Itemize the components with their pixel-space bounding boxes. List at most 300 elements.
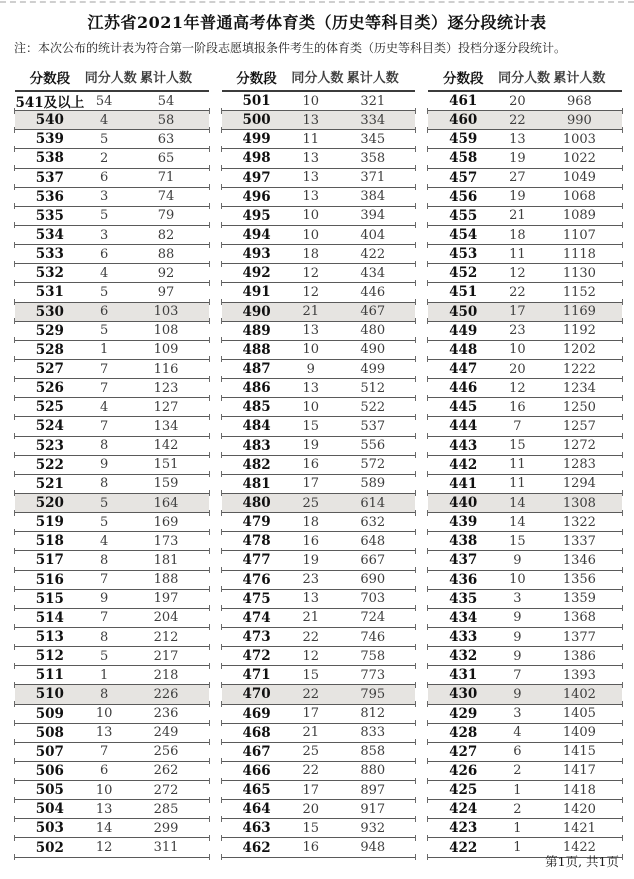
- score-cell: 508: [35, 724, 64, 741]
- cumulative-cell: 1417: [562, 763, 596, 779]
- same-count-cell: 20: [302, 801, 320, 817]
- table-row: [428, 532, 622, 551]
- cumulative-cell: 164: [153, 495, 179, 511]
- same-count-cell: 27: [509, 170, 526, 186]
- col-header-cumulative: 累计人数: [140, 71, 193, 86]
- score-cell: 514: [35, 609, 64, 626]
- cumulative-cell: 63: [157, 131, 175, 147]
- cumulative-cell: 212: [153, 629, 179, 645]
- same-count-cell: 3: [99, 227, 109, 243]
- table-row: [15, 628, 209, 647]
- score-cell: 426: [449, 762, 478, 779]
- cumulative-cell: 1022: [562, 150, 596, 166]
- table-row: [428, 303, 622, 322]
- score-cell: 484: [242, 418, 271, 435]
- score-cell: 435: [449, 590, 478, 607]
- table-row: [15, 494, 209, 513]
- cumulative-cell: 897: [360, 782, 386, 798]
- score-cell: 534: [35, 227, 64, 244]
- score-cell: 444: [449, 418, 478, 435]
- table-row: [222, 705, 416, 724]
- score-cell: 491: [242, 284, 271, 301]
- cumulative-cell: 880: [360, 763, 386, 779]
- cumulative-cell: 204: [153, 610, 179, 626]
- table-row: [222, 666, 416, 685]
- cumulative-cell: 1409: [562, 725, 596, 741]
- same-count-cell: 2: [513, 801, 522, 817]
- score-cell: 443: [449, 437, 478, 454]
- table-row: [428, 571, 622, 590]
- same-count-cell: 15: [509, 438, 526, 454]
- table-row: [15, 379, 209, 398]
- table-row: [222, 685, 416, 704]
- score-cell: 485: [242, 399, 271, 416]
- same-count-cell: 18: [302, 246, 320, 262]
- table-row: [428, 781, 622, 800]
- table-row: [222, 838, 416, 857]
- score-cell: 495: [242, 207, 271, 224]
- table-row: [15, 322, 209, 341]
- same-count-cell: 25: [302, 744, 320, 760]
- cumulative-cell: 127: [153, 399, 179, 415]
- cumulative-cell: 97: [157, 284, 175, 300]
- table-row: [222, 800, 416, 819]
- table-row: [222, 264, 416, 283]
- cumulative-cell: 858: [360, 744, 386, 760]
- cumulative-cell: 1402: [562, 686, 596, 702]
- table-row: [15, 417, 209, 436]
- same-count-cell: 21: [302, 725, 320, 741]
- score-table-2: [222, 63, 416, 858]
- table-row: [428, 494, 622, 513]
- cumulative-cell: 632: [360, 514, 386, 530]
- cumulative-cell: 1130: [562, 265, 596, 281]
- table-row: [15, 513, 209, 532]
- col-header-score: 分数段: [29, 70, 71, 87]
- table-row: [428, 800, 622, 819]
- table-row: [222, 609, 416, 628]
- cumulative-cell: 116: [153, 361, 179, 377]
- cumulative-cell: 371: [360, 170, 386, 186]
- table-row: [428, 437, 622, 456]
- table-row: [428, 666, 622, 685]
- table-row: [15, 532, 209, 551]
- table-row: [428, 379, 622, 398]
- cumulative-cell: 218: [153, 667, 179, 683]
- cumulative-cell: 1418: [562, 782, 596, 798]
- cumulative-cell: 88: [157, 246, 175, 262]
- same-count-cell: 3: [513, 706, 522, 722]
- score-cell: 486: [242, 380, 271, 397]
- score-cell: 520: [35, 495, 64, 512]
- cumulative-cell: 151: [153, 457, 179, 473]
- table-row: [15, 207, 209, 226]
- cumulative-cell: 1272: [562, 438, 596, 454]
- same-count-cell: 8: [99, 629, 109, 645]
- same-count-cell: 7: [99, 610, 109, 626]
- cumulative-cell: 226: [153, 686, 179, 702]
- score-cell: 475: [242, 590, 271, 607]
- score-cell: 499: [242, 131, 271, 148]
- score-cell: 438: [449, 533, 478, 550]
- score-cell: 482: [242, 456, 271, 473]
- table-row: [15, 838, 209, 857]
- score-cell: 500: [242, 112, 271, 129]
- table-row: [428, 322, 622, 341]
- table-row: [222, 283, 416, 302]
- same-count-cell: 21: [509, 208, 526, 224]
- same-count-cell: 4: [99, 399, 109, 415]
- same-count-cell: 19: [302, 438, 320, 454]
- table-row: [15, 437, 209, 456]
- score-cell: 529: [35, 322, 64, 339]
- score-cell: 461: [449, 93, 478, 110]
- cumulative-cell: 1422: [562, 840, 596, 856]
- table-row: [222, 303, 416, 322]
- table-row: [428, 341, 622, 360]
- cumulative-cell: 1107: [562, 227, 596, 243]
- cumulative-cell: 173: [153, 533, 179, 549]
- table-row: [222, 475, 416, 494]
- cumulative-cell: 589: [360, 476, 386, 492]
- score-cell: 497: [242, 169, 271, 186]
- score-cell: 423: [449, 820, 478, 837]
- table-row: [222, 360, 416, 379]
- cumulative-cell: 54: [157, 93, 175, 109]
- table-row: [15, 685, 209, 704]
- table-row: [15, 819, 209, 838]
- score-cell: 512: [35, 648, 64, 665]
- table-header: [15, 63, 209, 92]
- score-cell: 453: [449, 246, 478, 263]
- score-cell: 504: [35, 801, 64, 818]
- same-count-cell: 10: [302, 342, 320, 358]
- cumulative-cell: 82: [157, 227, 175, 243]
- same-count-cell: 21: [302, 304, 320, 320]
- score-cell: 457: [449, 169, 478, 186]
- table-row: [15, 743, 209, 762]
- table-row: [222, 724, 416, 743]
- same-count-cell: 23: [302, 572, 320, 588]
- score-cell: 428: [449, 724, 478, 741]
- score-cell: 456: [449, 188, 478, 205]
- table-row: [428, 513, 622, 532]
- same-count-cell: 13: [302, 591, 320, 607]
- same-count-cell: 13: [302, 380, 320, 396]
- table-row: [222, 571, 416, 590]
- cumulative-cell: 334: [360, 112, 386, 128]
- score-cell: 424: [449, 801, 478, 818]
- score-cell: 532: [35, 265, 64, 282]
- cumulative-cell: 948: [360, 840, 386, 856]
- score-cell: 537: [35, 169, 64, 186]
- same-count-cell: 12: [302, 265, 320, 281]
- cumulative-cell: 1283: [562, 457, 596, 473]
- score-cell: 525: [35, 399, 64, 416]
- table-row: [222, 456, 416, 475]
- score-cell: 437: [449, 552, 478, 569]
- score-cell: 516: [35, 571, 64, 588]
- same-count-cell: 23: [509, 323, 526, 339]
- cumulative-cell: 467: [360, 304, 386, 320]
- cumulative-cell: 188: [153, 572, 179, 588]
- same-count-cell: 3: [99, 189, 109, 205]
- same-count-cell: 1: [513, 782, 522, 798]
- table-row: [222, 437, 416, 456]
- same-count-cell: 4: [99, 533, 109, 549]
- same-count-cell: 6: [513, 744, 522, 760]
- table-row: [428, 762, 622, 781]
- table-row: [222, 762, 416, 781]
- same-count-cell: 13: [95, 725, 113, 741]
- cumulative-cell: 724: [360, 610, 386, 626]
- table-row: [428, 724, 622, 743]
- same-count-cell: 11: [302, 131, 320, 147]
- table-row: [428, 647, 622, 666]
- cumulative-cell: 556: [360, 438, 386, 454]
- table-row: [428, 590, 622, 609]
- same-count-cell: 10: [509, 572, 526, 588]
- same-count-cell: 12: [509, 380, 526, 396]
- same-count-cell: 6: [99, 763, 109, 779]
- table-row: [428, 819, 622, 838]
- cumulative-cell: 159: [153, 476, 179, 492]
- same-count-cell: 13: [95, 801, 113, 817]
- same-count-cell: 10: [95, 782, 113, 798]
- table-row: [428, 226, 622, 245]
- table-row: [15, 360, 209, 379]
- score-cell: 455: [449, 207, 478, 224]
- same-count-cell: 13: [302, 112, 320, 128]
- score-cell: 458: [449, 150, 478, 167]
- cumulative-cell: 142: [153, 438, 179, 454]
- table-row: [222, 322, 416, 341]
- table-row: [428, 551, 622, 570]
- same-count-cell: 10: [95, 706, 113, 722]
- score-cell: 535: [35, 207, 64, 224]
- cumulative-cell: 74: [157, 189, 175, 205]
- table-row: [15, 800, 209, 819]
- score-cell: 432: [449, 648, 478, 665]
- same-count-cell: 7: [99, 361, 109, 377]
- table-row: [222, 417, 416, 436]
- same-count-cell: 20: [509, 93, 526, 109]
- table-row: [222, 245, 416, 264]
- score-table-1: [15, 63, 209, 858]
- same-count-cell: 22: [302, 763, 320, 779]
- score-cell: 445: [449, 399, 478, 416]
- score-cell: 477: [242, 552, 271, 569]
- score-cell: 528: [35, 341, 64, 358]
- score-cell: 490: [242, 303, 271, 320]
- same-count-cell: 11: [509, 246, 526, 262]
- table-row: [428, 628, 622, 647]
- table-row: [222, 781, 416, 800]
- col-header-score: 分数段: [442, 70, 484, 87]
- score-cell: 441: [449, 475, 478, 492]
- same-count-cell: 4: [99, 112, 109, 128]
- same-count-cell: 13: [302, 170, 320, 186]
- score-cell: 541及以上: [15, 95, 85, 112]
- same-count-cell: 9: [99, 591, 109, 607]
- score-cell: 460: [449, 112, 478, 129]
- cumulative-cell: 703: [360, 591, 386, 607]
- cumulative-cell: 917: [360, 801, 386, 817]
- score-cell: 440: [449, 495, 478, 512]
- score-cell: 513: [35, 629, 64, 645]
- same-count-cell: 9: [513, 610, 522, 626]
- score-cell: 459: [449, 131, 478, 148]
- same-count-cell: 9: [513, 686, 522, 702]
- score-cell: 511: [35, 667, 64, 684]
- score-cell: 422: [449, 839, 478, 856]
- score-cell: 468: [242, 724, 271, 741]
- same-count-cell: 3: [513, 591, 522, 607]
- score-cell: 494: [242, 227, 271, 244]
- same-count-cell: 7: [513, 667, 522, 683]
- score-cell: 533: [35, 246, 64, 263]
- table-row: [428, 417, 622, 436]
- same-count-cell: 2: [513, 763, 522, 779]
- table-row: [222, 819, 416, 838]
- score-cell: 448: [449, 341, 478, 358]
- cumulative-cell: 311: [153, 840, 179, 856]
- cumulative-cell: 746: [360, 629, 386, 645]
- col-header-same-count: 同分人数: [84, 71, 137, 86]
- table-row: [15, 590, 209, 609]
- table-body: [15, 92, 209, 858]
- cumulative-cell: 968: [566, 93, 592, 109]
- score-cell: 506: [35, 762, 64, 779]
- cumulative-cell: 109: [153, 342, 179, 358]
- same-count-cell: 7: [99, 572, 109, 588]
- same-count-cell: 22: [302, 629, 320, 645]
- same-count-cell: 8: [99, 438, 109, 454]
- cumulative-cell: 1386: [562, 648, 596, 664]
- cumulative-cell: 321: [360, 93, 386, 109]
- score-cell: 469: [242, 705, 271, 722]
- score-cell: 517: [35, 552, 64, 569]
- same-count-cell: 1: [99, 342, 109, 358]
- same-count-cell: 19: [302, 552, 320, 568]
- score-table-3: [428, 63, 622, 858]
- score-cell: 505: [35, 782, 64, 799]
- table-row: [15, 245, 209, 264]
- same-count-cell: 19: [509, 150, 526, 166]
- cumulative-cell: 103: [153, 304, 179, 320]
- table-row: [15, 571, 209, 590]
- table-row: [15, 111, 209, 130]
- same-count-cell: 13: [302, 323, 320, 339]
- cumulative-cell: 384: [360, 189, 386, 205]
- table-body: [222, 92, 416, 858]
- cumulative-cell: 169: [153, 514, 179, 530]
- same-count-cell: 15: [302, 820, 320, 836]
- cumulative-cell: 1169: [562, 304, 596, 320]
- cumulative-cell: 1118: [562, 246, 596, 262]
- cumulative-cell: 1405: [562, 706, 596, 722]
- tables-container: [15, 63, 622, 858]
- table-row: [15, 149, 209, 168]
- same-count-cell: 19: [509, 189, 526, 205]
- score-cell: 470: [242, 686, 271, 703]
- table-row: [15, 188, 209, 207]
- table-row: [428, 264, 622, 283]
- cumulative-cell: 572: [360, 457, 386, 473]
- score-cell: 498: [242, 150, 271, 167]
- same-count-cell: 6: [99, 246, 109, 262]
- score-cell: 492: [242, 265, 271, 282]
- cumulative-cell: 256: [153, 744, 179, 760]
- table-row: [15, 456, 209, 475]
- table-row: [15, 666, 209, 685]
- same-count-cell: 15: [302, 667, 320, 683]
- table-row: [428, 149, 622, 168]
- cumulative-cell: 1377: [562, 629, 596, 645]
- score-cell: 487: [242, 361, 271, 378]
- same-count-cell: 12: [95, 840, 113, 856]
- table-row: [15, 551, 209, 570]
- table-row: [428, 398, 622, 417]
- score-cell: 488: [242, 341, 271, 358]
- same-count-cell: 11: [509, 476, 526, 492]
- same-count-cell: 22: [302, 686, 320, 702]
- score-cell: 429: [449, 705, 478, 722]
- table-row: [222, 130, 416, 149]
- table-row: [428, 169, 622, 188]
- same-count-cell: 5: [99, 208, 109, 224]
- cumulative-cell: 1356: [562, 572, 596, 588]
- same-count-cell: 12: [302, 648, 320, 664]
- score-cell: 519: [35, 514, 64, 531]
- score-cell: 479: [242, 514, 271, 531]
- table-row: [222, 513, 416, 532]
- score-cell: 451: [449, 284, 478, 301]
- cumulative-cell: 773: [360, 667, 386, 683]
- cumulative-cell: 990: [566, 112, 592, 128]
- cumulative-cell: 58: [157, 112, 175, 128]
- score-cell: 523: [35, 437, 64, 454]
- score-cell: 474: [242, 609, 271, 626]
- score-cell: 467: [242, 743, 271, 760]
- same-count-cell: 9: [513, 629, 522, 645]
- table-row: [428, 609, 622, 628]
- score-cell: 433: [449, 629, 478, 645]
- score-cell: 450: [449, 303, 478, 320]
- score-cell: 524: [35, 418, 64, 435]
- same-count-cell: 10: [302, 208, 320, 224]
- same-count-cell: 13: [302, 150, 320, 166]
- same-count-cell: 1: [513, 820, 522, 836]
- same-count-cell: 10: [509, 342, 526, 358]
- score-cell: 481: [242, 475, 271, 492]
- same-count-cell: 5: [99, 323, 109, 339]
- table-row: [15, 130, 209, 149]
- cumulative-cell: 404: [360, 227, 386, 243]
- same-count-cell: 5: [99, 648, 109, 664]
- cumulative-cell: 358: [360, 150, 386, 166]
- score-cell: 539: [35, 131, 64, 148]
- score-cell: 425: [449, 782, 478, 799]
- score-cell: 473: [242, 629, 271, 645]
- score-cell: 478: [242, 533, 271, 550]
- table-row: [15, 762, 209, 781]
- cumulative-cell: 79: [157, 208, 175, 224]
- same-count-cell: 15: [302, 418, 320, 434]
- table-row: [428, 92, 622, 111]
- same-count-cell: 14: [95, 820, 113, 836]
- cumulative-cell: 1152: [562, 284, 596, 300]
